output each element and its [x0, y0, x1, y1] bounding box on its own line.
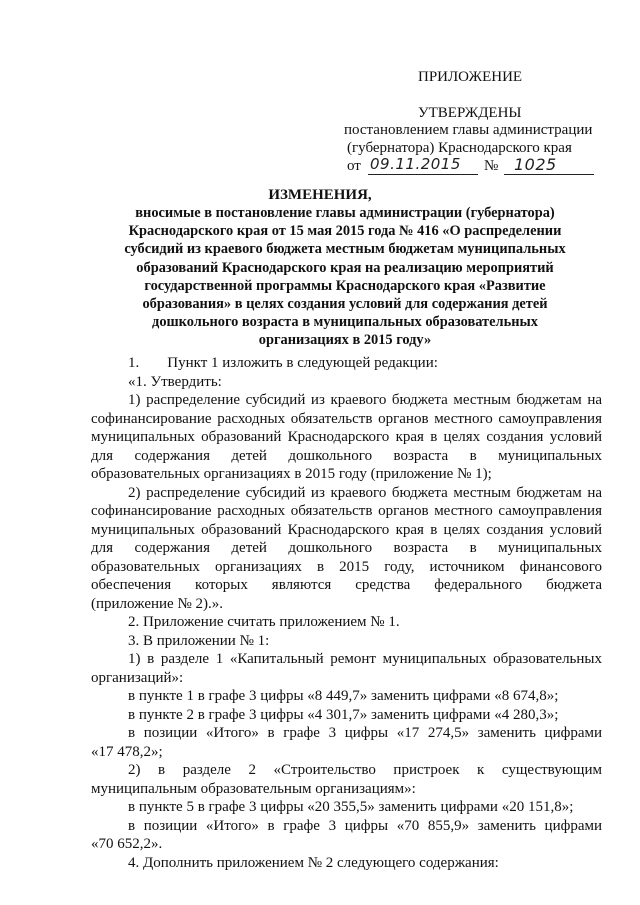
item-2-line: софинансирование расходных обязательств органов местного самоуправления — [91, 503, 602, 519]
subtitle-line: государственной программы Краснодарского края «Развитие — [144, 277, 546, 294]
paragraph-3: 3. В приложении № 1: — [128, 632, 270, 649]
approve-line: «1. Утвердить: — [128, 373, 222, 390]
paragraph-4: 4. Дополнить приложением № 2 следующего содержания: — [128, 854, 499, 871]
number-underline — [504, 174, 594, 175]
from-label: от — [347, 158, 361, 174]
section-2-line: 2) в разделе 2 «Строительство пристроек к существующим — [128, 762, 602, 778]
document-subtitle — [110, 204, 580, 350]
item-1-line: 1) распределение субсидий из краевого бюджета местным бюджетам на — [128, 392, 602, 408]
paragraph-1-number: 1. — [128, 355, 140, 371]
item-2-line: образовательных организациях в 2015 году, источником финансового — [91, 558, 602, 575]
item-1-line: для содержания детей дошкольного возраста в муниципальных — [91, 447, 602, 464]
item-1-line: образовательных организациях в 2015 году (приложение № 1); — [91, 466, 492, 482]
paragraph-2: 2. Приложение считать приложением № 1. — [128, 614, 400, 630]
item-2-line: для содержания детей дошкольного возраста в муниципальных — [91, 540, 602, 556]
section-2-total-line: в позиции «Итого» в графе 3 цифры «70 855,9» заменить цифрами — [128, 817, 602, 834]
number-label: № — [484, 158, 499, 174]
subtitle-line: субсидий из краевого бюджета местным бюджетам муниципальных — [124, 241, 566, 258]
appendix-label: ПРИЛОЖЕНИЕ — [418, 69, 523, 85]
subtitle-line: образований Краснодарского края на реализацию мероприятий — [136, 259, 554, 276]
section-2-total-line: «70 652,2». — [91, 836, 163, 852]
handwritten-number: 1025 — [514, 155, 557, 174]
item-1-line: муниципальных образований Краснодарского края в целях создания условий — [91, 429, 602, 445]
subtitle-line: вносимые в постановление главы администрации (губернатора) — [135, 205, 555, 221]
section-1-total-line: «17 478,2»; — [91, 743, 163, 760]
approved-label: УТВЕРЖДЕНЫ — [418, 105, 522, 121]
subtitle-line: организациях в 2015 году» — [258, 332, 432, 349]
section-1-line: 1) в разделе 1 «Капитальный ремонт муниципальных образовательных — [128, 651, 602, 667]
approval-line-2: (губернатора) Краснодарского края — [347, 140, 572, 156]
item-2-line: 2) распределение субсидий из краевого бюджета местным бюджетам на — [128, 484, 602, 501]
section-1-change: в пункте 1 в графе 3 цифры «8 449,7» заменить цифрами «8 674,8»; — [128, 688, 559, 704]
subtitle-line: дошкольного возраста в муниципальных образовательных — [152, 314, 538, 331]
item-2-line: муниципальных образований Краснодарского края в целях создания условий — [91, 521, 602, 538]
paragraph-1-text: Пункт 1 изложить в следующей редакции: — [167, 355, 438, 371]
section-2-change: в пункте 5 в графе 3 цифры «20 355,5» заменить цифрами «20 151,8»; — [128, 799, 574, 815]
section-1-change: в пункте 2 в графе 3 цифры «4 301,7» заменить цифрами «4 280,3»; — [128, 706, 559, 723]
section-1-total-line: в позиции «Итого» в графе 3 цифры «17 274,5» заменить цифрами — [128, 725, 602, 741]
item-1-line: софинансирование расходных обязательств органов местного самоуправления — [91, 410, 602, 427]
paragraph-1 — [91, 354, 602, 373]
document-body — [91, 354, 602, 872]
item-2-line: (приложение № 2).». — [91, 595, 224, 612]
subtitle-line: образования» в целях создания условий для содержания детей — [142, 296, 548, 313]
section-2-line: муниципальным образовательным организациям»: — [91, 780, 416, 797]
date-underline — [368, 174, 478, 175]
item-2-line: обеспечения которых являются средства федерального бюджета — [91, 577, 602, 593]
handwritten-date: 09.11.2015 — [370, 155, 461, 173]
section-1-line: организаций»: — [91, 669, 184, 686]
approval-line-1: постановлением главы администрации — [344, 122, 593, 138]
subtitle-line: Краснодарского края от 15 мая 2015 года № 416 «О распределении — [128, 223, 562, 240]
document-title: ИЗМЕНЕНИЯ, — [268, 187, 372, 203]
